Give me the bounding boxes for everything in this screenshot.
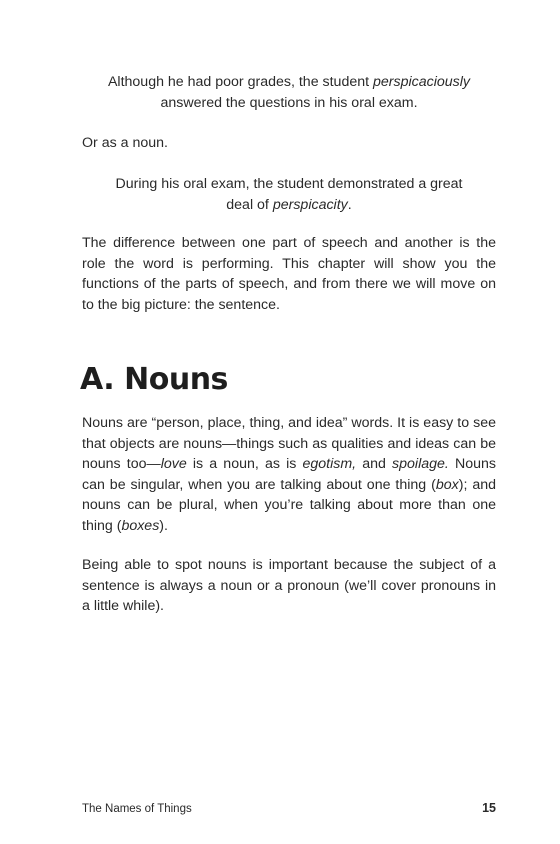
example-text: During his oral exam, the student demonstrated a great (115, 176, 463, 192)
example-sentence-adverb (82, 72, 496, 113)
example-text: . (347, 196, 352, 213)
body-text: ); and nouns can be plural, when you’re talking about more than one thing ( (82, 476, 497, 534)
body-text: and (356, 456, 393, 472)
example-text: Although he had poor grades, the student (107, 74, 374, 90)
noun-intro-text: Or as a noun. (82, 135, 168, 151)
running-footer-title: The Names of Things (82, 803, 192, 815)
example-text: deal of (226, 196, 273, 213)
body-text: is a noun, as is (186, 456, 303, 472)
emphasized-word: egotism, (302, 456, 357, 472)
body-text: Nouns can be singular, when you are talking about one thing ( (82, 456, 496, 493)
body-paragraph-nouns-definition (82, 413, 496, 536)
emphasized-word: spoilage. (392, 456, 449, 472)
section-heading: A. Nouns (80, 362, 228, 397)
body-paragraph-spotting-nouns: Being able to spot nouns is important because the subject of a sentence is always a noun or a pronoun (we’ll cover pronouns in a little while). (82, 557, 496, 614)
emphasized-word: boxes (121, 517, 160, 534)
body-paragraph-parts-of-speech: The difference between one part of speech and another is the role the word is performing. This chapter will show you the functions of the parts of speech, and from there we will move on to the big picture: the sentence. (82, 235, 496, 313)
emphasized-word: perspicaciously (373, 74, 471, 90)
example-sentence-noun (82, 174, 496, 215)
emphasized-word: box (435, 476, 459, 493)
emphasized-word: perspicacity (272, 196, 348, 213)
page-number: 15 (482, 801, 496, 815)
emphasized-word: love (160, 456, 187, 472)
body-text: ). (159, 517, 168, 534)
example-text: answered the questions in his oral exam. (160, 94, 418, 111)
body-text: Nouns are “person, place, thing, and idea” words. It is easy to see that objects are nouns—things such as qualities and ideas can be nouns too— (82, 415, 496, 472)
